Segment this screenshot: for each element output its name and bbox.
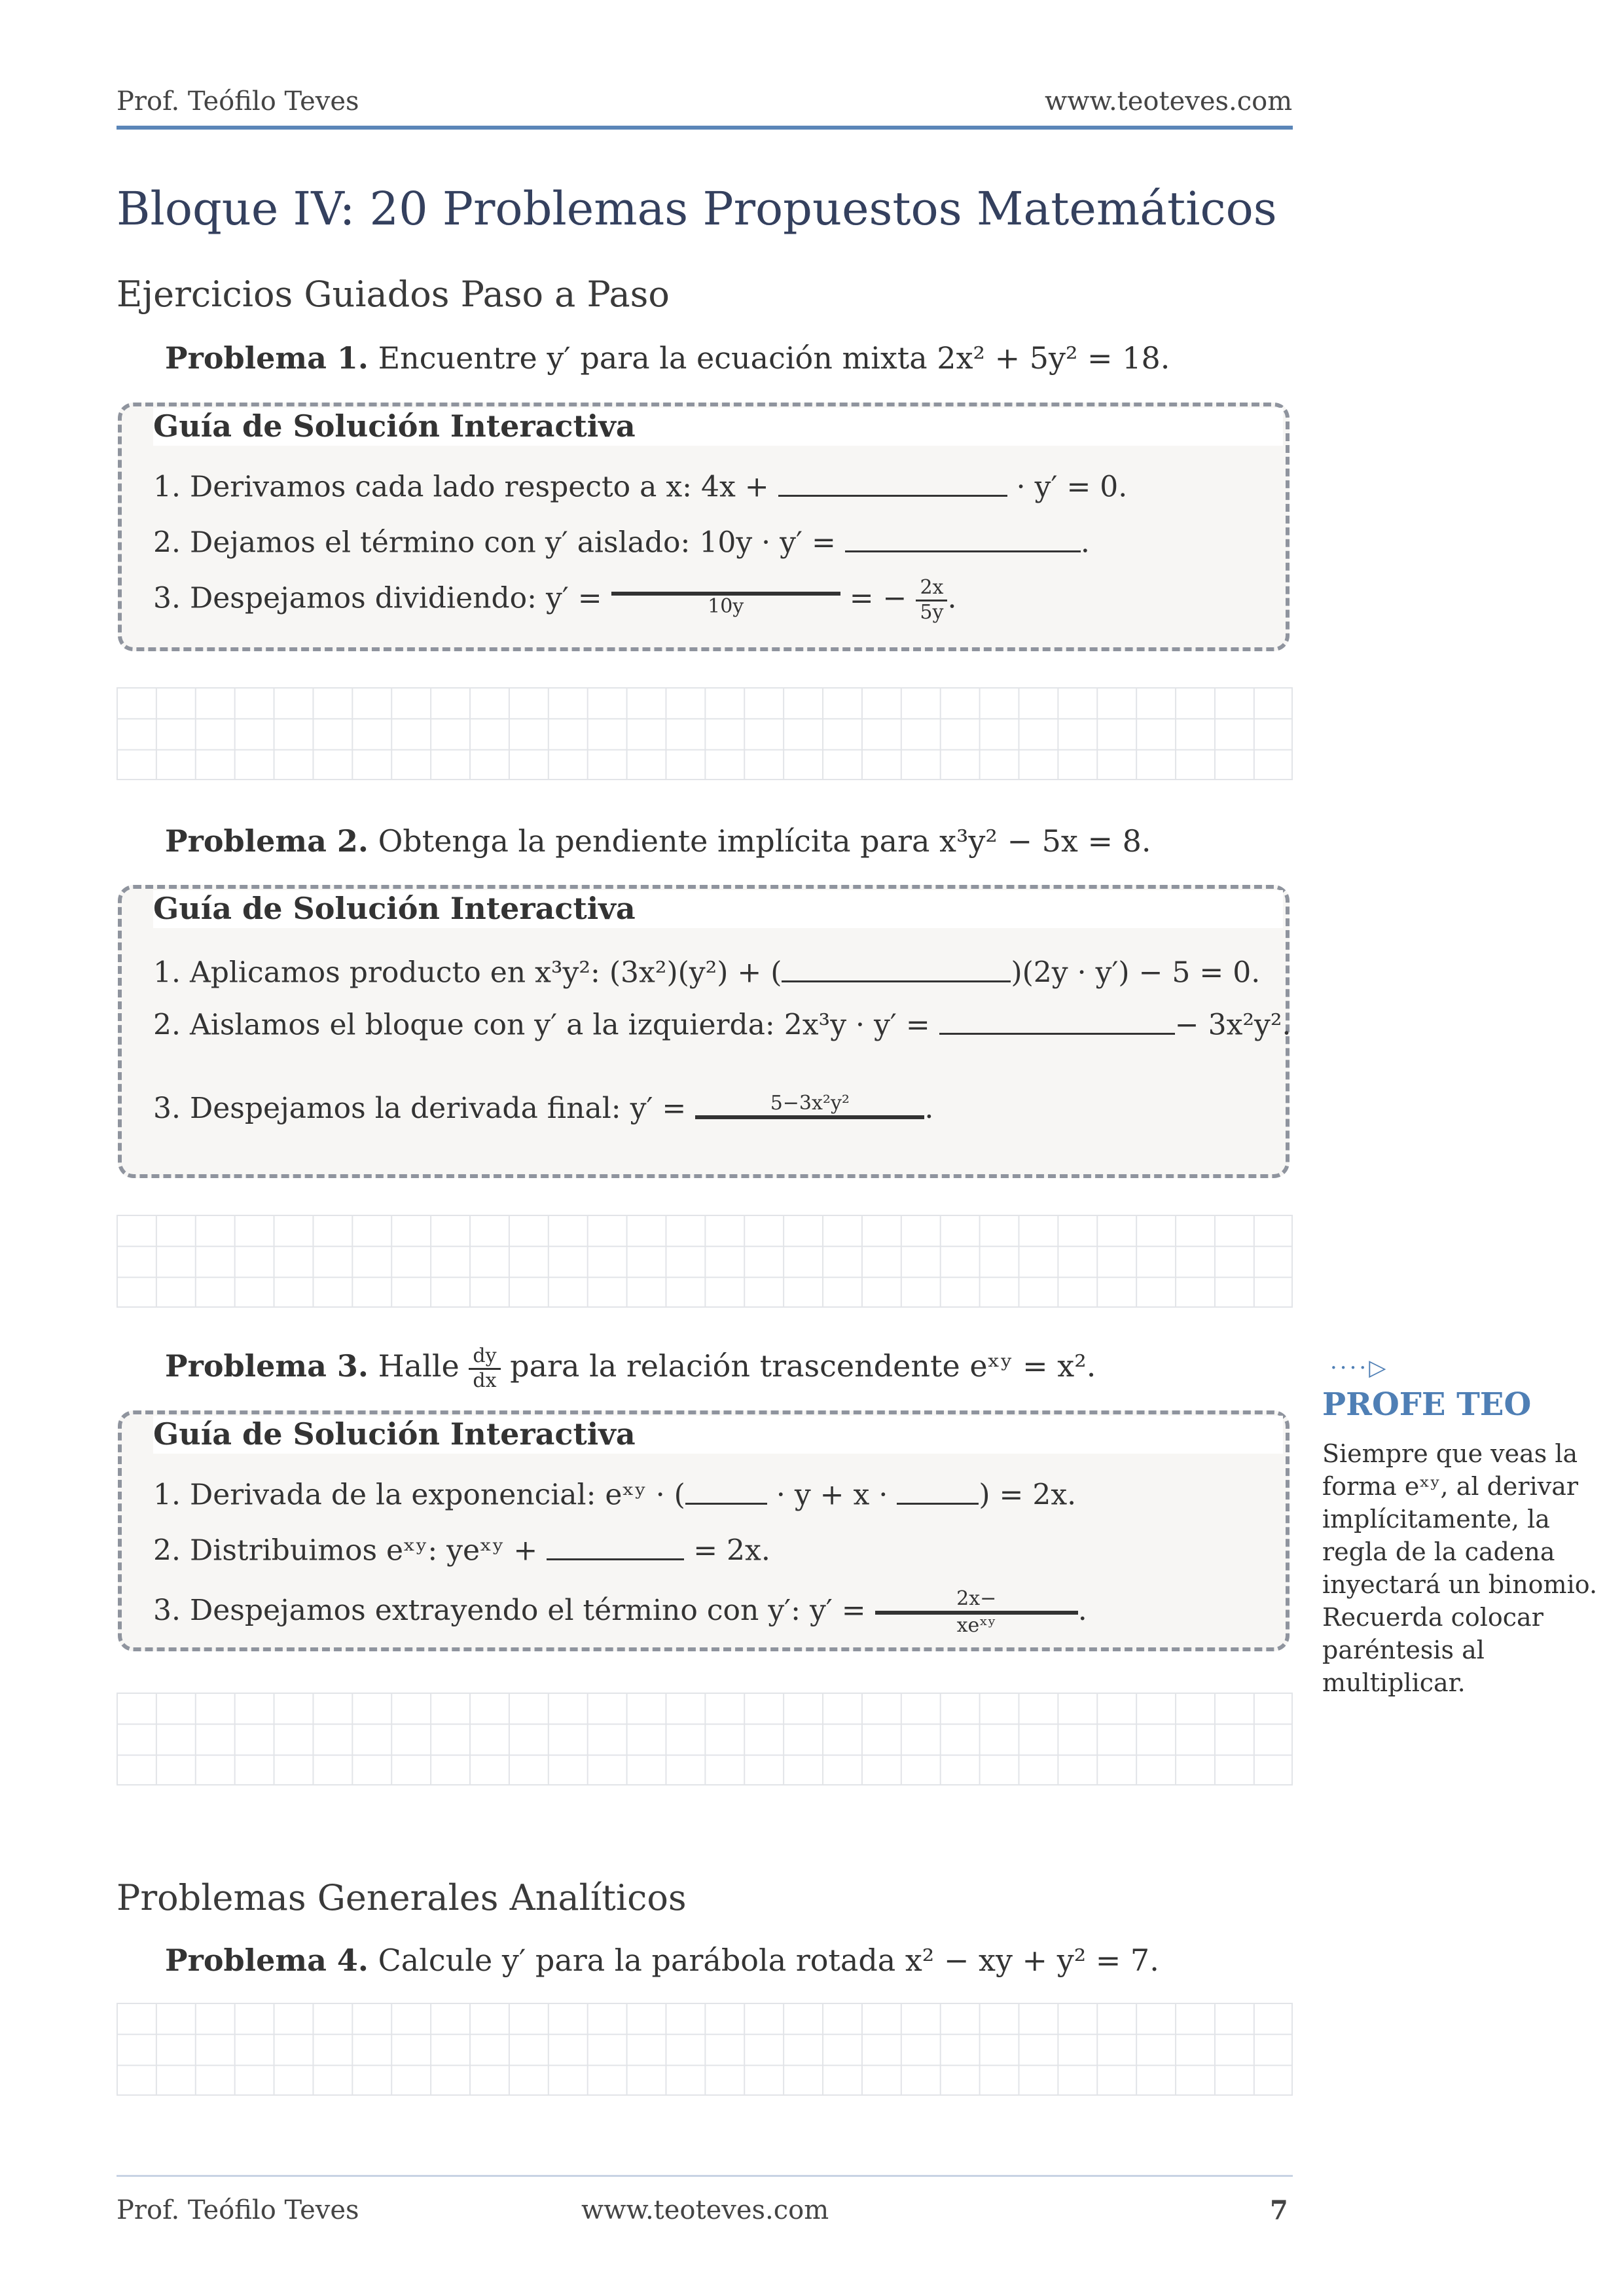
solution-guide-3 [118,1410,1290,1651]
problem-2-text: Obtenga la pendiente implícita para x³y² − 5x = 8. [378,823,1151,859]
sidebar-title: PROFE TEO [1322,1386,1532,1423]
footer-rule [117,2175,1293,2177]
fraction-blank[interactable]: 5−3x²y² [695,1092,924,1128]
problem-2 [165,823,1151,859]
answer-blank[interactable] [939,1007,1175,1035]
fraction: $\frac{2x}{5y}$ [916,577,947,624]
guide-3-step-3: 3. Despejamos extrayendo el término con y′: y′ = $\frac{2x-}{\text{xeˣʸ}}$ . [153,1587,1087,1637]
answer-blank[interactable] [685,1477,767,1505]
fraction-blank[interactable]: 10y [611,583,840,619]
header-author: Prof. Teófilo Teves [117,86,359,117]
guide-title: Guía de Solución Interactiva [153,408,1283,446]
fraction-blank[interactable]: $\frac{2x-}{\text{xeˣʸ}}$ [875,1588,1078,1637]
problem-4 [165,1943,1159,1978]
sidebar-arrow-icon: ····▷ [1330,1355,1389,1381]
problem-4-text: Calcule y′ para la parábola rotada x² − xy + y² = 7. [378,1943,1159,1978]
guide-2-step-2: 2. Aislamos el bloque con y′ a la izquierda: 2x³y · y′ = − 3x²y². [153,1007,1291,1042]
work-grid-4[interactable] [117,2003,1293,2096]
sidebar-note: Siempre que veas la forma eˣʸ, al derivar implícitamente, la regla de la cadena inyectará un binomio. Recuerda colocar paréntesis al multiplicar. [1322,1439,1598,1697]
guide-1-step-3: 3. Despejamos dividiendo: y′ = 10y = − $\frac{2x}{5y}$ . [153,576,957,624]
answer-blank[interactable] [547,1532,684,1560]
guide-1-step-2: 2. Dejamos el término con y′ aislado: 10y · y′ = . [153,524,1090,560]
solution-guide-2 [118,885,1290,1178]
guide-2-step-3: 3. Despejamos la derivada final: y′ = 5−3x²y² . [153,1092,933,1128]
header-rule [117,126,1293,130]
guide-2-step-1: 1. Aplicamos producto en x³y²: (3x²)(y²) + ( )(2y · y′) − 5 = 0. [153,954,1260,990]
problem-1 [165,340,1170,376]
footer-author: Prof. Teófilo Teves [117,2195,359,2225]
problem-3: Problema 3. Halle $\frac{dy}{dx}$ para la relación trascendente eˣʸ = x². [165,1344,1096,1392]
page-title: Bloque IV: 20 Problemas Propuestos Matemáticos [117,182,1277,236]
guide-1-step-1: 1. Derivamos cada lado respecto a x: 4x + · y′ = 0. [153,469,1127,504]
derivative-fraction: $\frac{dy}{dx}$ [469,1345,500,1392]
work-grid-3[interactable] [117,1693,1293,1785]
guide-title: Guía de Solución Interactiva [153,1416,1283,1454]
problem-4-label: Problema 4. [165,1943,369,1978]
work-grid-1[interactable] [117,687,1293,780]
answer-blank[interactable] [778,469,1007,497]
footer-website[interactable]: www.teoteves.com [581,2195,829,2225]
problem-3-label: Problema 3. [165,1348,369,1384]
guide-3-step-1: 1. Derivada de la exponencial: eˣʸ · ( · y + x · ) = 2x. [153,1477,1076,1512]
header-website[interactable]: www.teoteves.com [1045,86,1293,117]
answer-blank[interactable] [897,1477,979,1505]
guide-3-step-2: 2. Distribuimos eˣʸ: yeˣʸ + = 2x. [153,1532,770,1568]
solution-guide-1 [118,403,1290,651]
problem-1-label: Problema 1. [165,340,369,376]
problem-2-label: Problema 2. [165,823,369,859]
guide-title: Guía de Solución Interactiva [153,890,1283,928]
work-grid-2[interactable] [117,1215,1293,1308]
section-heading-guided: Ejercicios Guiados Paso a Paso [117,274,670,315]
problem-1-text: Encuentre y′ para la ecuación mixta 2x² + 5y² = 18. [378,340,1170,376]
section-heading-general: Problemas Generales Analíticos [117,1877,687,1918]
answer-blank[interactable] [845,524,1081,552]
page-number: 7 [1270,2195,1288,2226]
answer-blank[interactable] [782,954,1011,982]
